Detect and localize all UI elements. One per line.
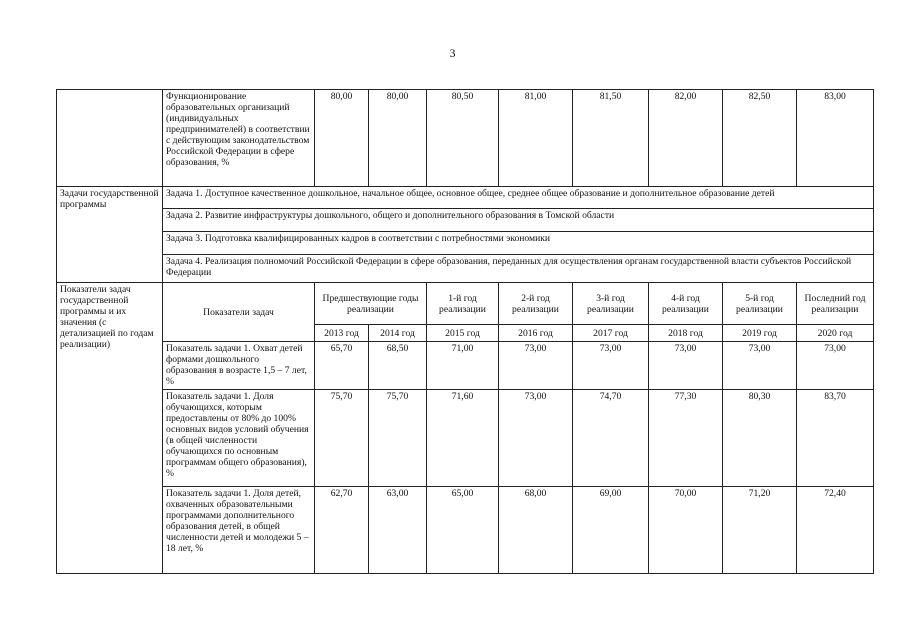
task-row bbox=[57, 232, 874, 255]
year-header: 2015 год bbox=[427, 325, 499, 342]
indicator-label: Функционирование образовательных организаций (индивидуальных предпринимателей) в соответствии с действующим законодательством Российской Федерации в сфере образования, % bbox=[163, 90, 315, 187]
indicator-label: Показатель задачи 1. Охват детей формами дошкольного образования в возрасте 1,5 – 7 лет, % bbox=[163, 342, 315, 390]
value-cell: 73,00 bbox=[797, 342, 874, 390]
value-cell: 68,00 bbox=[499, 487, 573, 574]
value-cell: 71,20 bbox=[723, 487, 797, 574]
value-cell: 74,70 bbox=[573, 390, 649, 487]
task-row bbox=[57, 255, 874, 283]
task-row bbox=[57, 187, 874, 209]
year-group-header: 4-й год реализации bbox=[649, 283, 723, 325]
value-cell: 73,00 bbox=[649, 342, 723, 390]
year-header: 2020 год bbox=[797, 325, 874, 342]
value-cell: 71,60 bbox=[427, 390, 499, 487]
value-cell: 77,30 bbox=[649, 390, 723, 487]
year-group-header: 3-й год реализации bbox=[573, 283, 649, 325]
year-header: 2014 год bbox=[369, 325, 427, 342]
value-cell: 73,00 bbox=[499, 390, 573, 487]
value-cell: 82,00 bbox=[649, 90, 723, 187]
task-cell: Задача 2. Развитие инфраструктуры дошкольного, общего и дополнительного образования в Томской области bbox=[163, 209, 874, 232]
value-cell: 72,40 bbox=[797, 487, 874, 574]
value-cell: 81,50 bbox=[573, 90, 649, 187]
indicators-section-label: Показатели задач государственной программы и их значения (с детализацией по годам реализации) bbox=[57, 283, 163, 574]
year-header: 2017 год bbox=[573, 325, 649, 342]
value-cell: 82,50 bbox=[723, 90, 797, 187]
value-cell: 75,70 bbox=[315, 390, 369, 487]
value-cell: 68,50 bbox=[369, 342, 427, 390]
task-row bbox=[57, 209, 874, 232]
year-group-header: 2-й год реализации bbox=[499, 283, 573, 325]
indicator-label: Показатель задачи 1. Доля детей, охваченных образовательными программами дополнительного образования детей, в общей численности детей и молодежи 5 – 18 лет, % bbox=[163, 487, 315, 574]
empty-cell bbox=[57, 90, 163, 187]
value-cell: 65,00 bbox=[427, 487, 499, 574]
value-cell: 81,00 bbox=[499, 90, 573, 187]
year-group-header: Последний год реализации bbox=[797, 283, 874, 325]
year-group-header: 5-й год реализации bbox=[723, 283, 797, 325]
value-cell: 83,00 bbox=[797, 90, 874, 187]
indicator-label: Показатель задачи 1. Доля обучающихся, которым предоставлены от 80% до 100% основных видов условий обучения (в общей численности обучающихся по основным программам общего образования), % bbox=[163, 390, 315, 487]
program-table bbox=[56, 89, 874, 574]
value-cell: 73,00 bbox=[723, 342, 797, 390]
value-cell: 62,70 bbox=[315, 487, 369, 574]
task-cell: Задача 4. Реализация полномочий Российской Федерации в сфере образования, переданных для осуществления органам государственной власти субъектов Российской Федерации bbox=[163, 255, 874, 283]
year-header: 2018 год bbox=[649, 325, 723, 342]
page-number: 3 bbox=[449, 46, 456, 60]
indicators-column-header: Показатели задач bbox=[163, 283, 315, 342]
value-cell: 80,00 bbox=[369, 90, 427, 187]
value-cell: 69,00 bbox=[573, 487, 649, 574]
year-header: 2013 год bbox=[315, 325, 369, 342]
value-cell: 71,00 bbox=[427, 342, 499, 390]
table-row bbox=[57, 342, 874, 390]
year-group-header: 1-й год реализации bbox=[427, 283, 499, 325]
value-cell: 80,00 bbox=[315, 90, 369, 187]
value-cell: 83,70 bbox=[797, 390, 874, 487]
task-cell: Задача 3. Подготовка квалифицированных кадров в соответствии с потребностями экономики bbox=[163, 232, 874, 255]
task-cell: Задача 1. Доступное качественное дошкольное, начальное общее, основное общее, среднее общее образование и дополнительное образование детей bbox=[163, 187, 874, 209]
value-cell: 73,00 bbox=[573, 342, 649, 390]
value-cell: 80,50 bbox=[427, 90, 499, 187]
table-row bbox=[57, 487, 874, 574]
value-cell: 75,70 bbox=[369, 390, 427, 487]
table-row-functioning bbox=[57, 90, 874, 187]
value-cell: 63,00 bbox=[369, 487, 427, 574]
value-cell: 70,00 bbox=[649, 487, 723, 574]
previous-years-header: Предшествующие годы реализации bbox=[315, 283, 427, 325]
year-header: 2016 год bbox=[499, 325, 573, 342]
value-cell: 80,30 bbox=[723, 390, 797, 487]
value-cell: 65,70 bbox=[315, 342, 369, 390]
tasks-section-label: Задачи государственной программы bbox=[57, 187, 163, 283]
indicators-header-row bbox=[57, 283, 874, 325]
table-row bbox=[57, 390, 874, 487]
value-cell: 73,00 bbox=[499, 342, 573, 390]
year-header: 2019 год bbox=[723, 325, 797, 342]
